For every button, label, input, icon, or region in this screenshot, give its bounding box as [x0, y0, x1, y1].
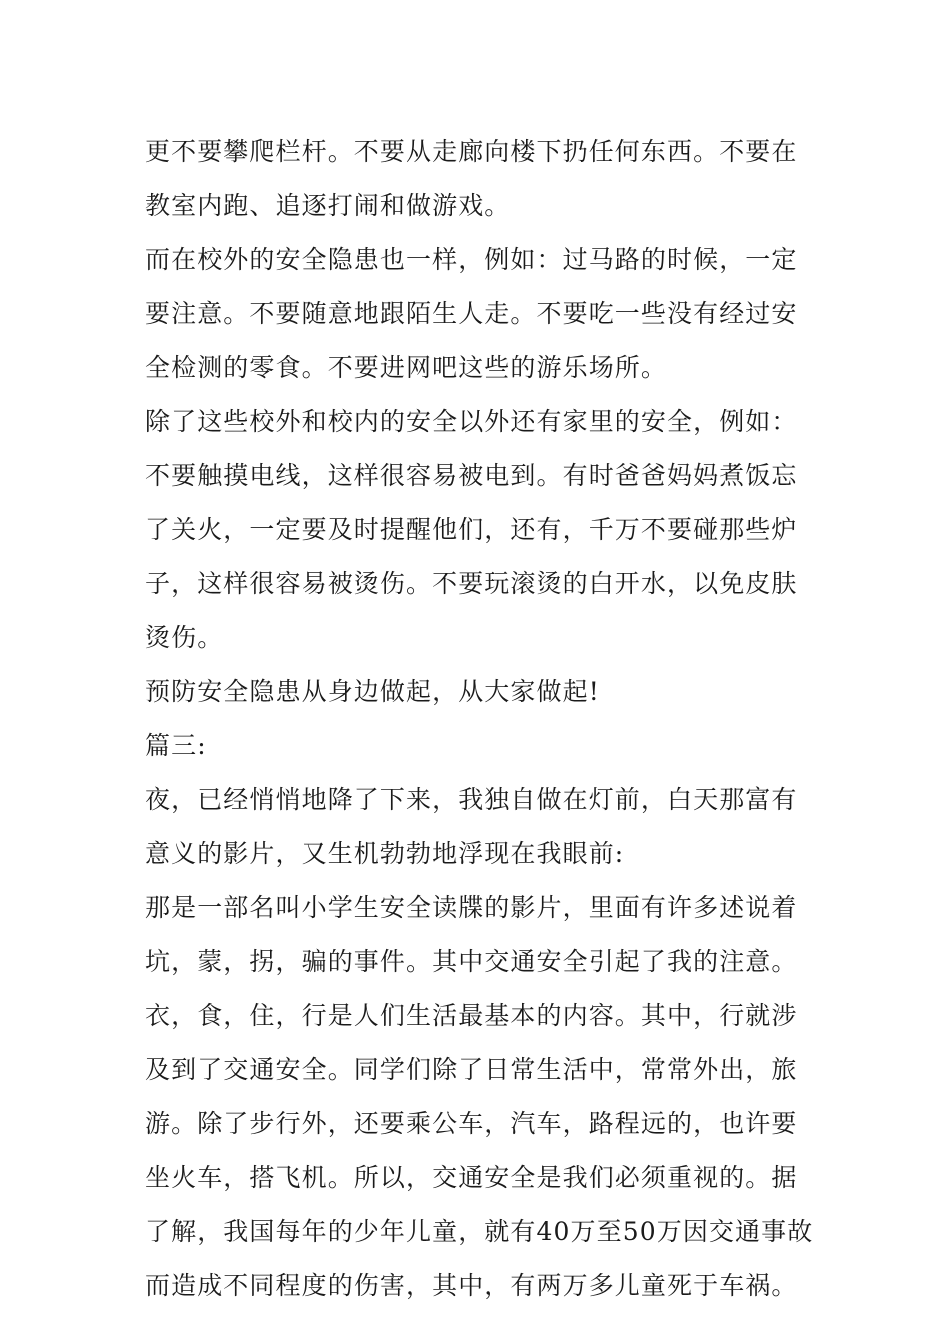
text-line: 游。除了步行外，还要乘公车，汽车，路程远的，也许要: [145, 1109, 798, 1138]
text-line: 全检测的零食。不要进网吧这些的游乐场所。: [145, 353, 668, 382]
text-line: 子，这样很容易被烫伤。不要玩滚烫的白开水，以免皮肤: [145, 569, 798, 598]
text-line: 要注意。不要随意地跟陌生人走。不要吃一些没有经过安: [145, 299, 798, 328]
paragraph-1: [145, 125, 810, 233]
paragraph-2: [145, 233, 810, 395]
text-line: 预防安全隐患从身边做起，从大家做起!: [145, 677, 600, 706]
document-body: [145, 125, 814, 1313]
paragraph-7: [145, 881, 810, 989]
text-line: 坑，蒙，拐，骗的事件。其中交通安全引起了我的注意。: [145, 947, 798, 976]
text-line: 烫伤。: [145, 623, 224, 652]
paragraph-8: [145, 989, 814, 1313]
paragraph-3: [145, 395, 810, 665]
text-line: 篇三:: [145, 731, 207, 760]
text-line: 教室内跑、追逐打闹和做游戏。: [145, 191, 511, 220]
text-line: 那是一部名叫小学生安全读牒的影片，里面有许多述说着: [145, 893, 798, 922]
text-line: 而在校外的安全隐患也一样，例如：过马路的时候，一定: [145, 245, 798, 274]
section-heading: [145, 719, 810, 773]
text-line: 坐火车，搭飞机。所以，交通安全是我们必须重视的。据: [145, 1163, 798, 1192]
text-line: 夜，已经悄悄地降了下来，我独自做在灯前，白天那富有: [145, 785, 798, 814]
paragraph-6: [145, 773, 810, 881]
text-line: 及到了交通安全。同学们除了日常生活中，常常外出，旅: [145, 1055, 798, 1084]
text-line: 衣，食，住，行是人们生活最基本的内容。其中，行就涉: [145, 1001, 798, 1030]
text-line: 了解，我国每年的少年儿童，就有40万至50万因交通事故: [145, 1217, 814, 1246]
text-line: 除了这些校外和校内的安全以外还有家里的安全，例如：: [145, 407, 798, 436]
text-line: 意义的影片，又生机勃勃地浮现在我眼前:: [145, 839, 625, 868]
text-line: 更不要攀爬栏杆。不要从走廊向楼下扔任何东西。不要在: [145, 137, 798, 166]
text-line: 不要触摸电线，这样很容易被电到。有时爸爸妈妈煮饭忘: [145, 461, 798, 490]
text-line: 而造成不同程度的伤害，其中，有两万多儿童死于车祸。: [145, 1271, 798, 1300]
text-line: 了关火，一定要及时提醒他们，还有，千万不要碰那些炉: [145, 515, 798, 544]
paragraph-4: [145, 665, 810, 719]
